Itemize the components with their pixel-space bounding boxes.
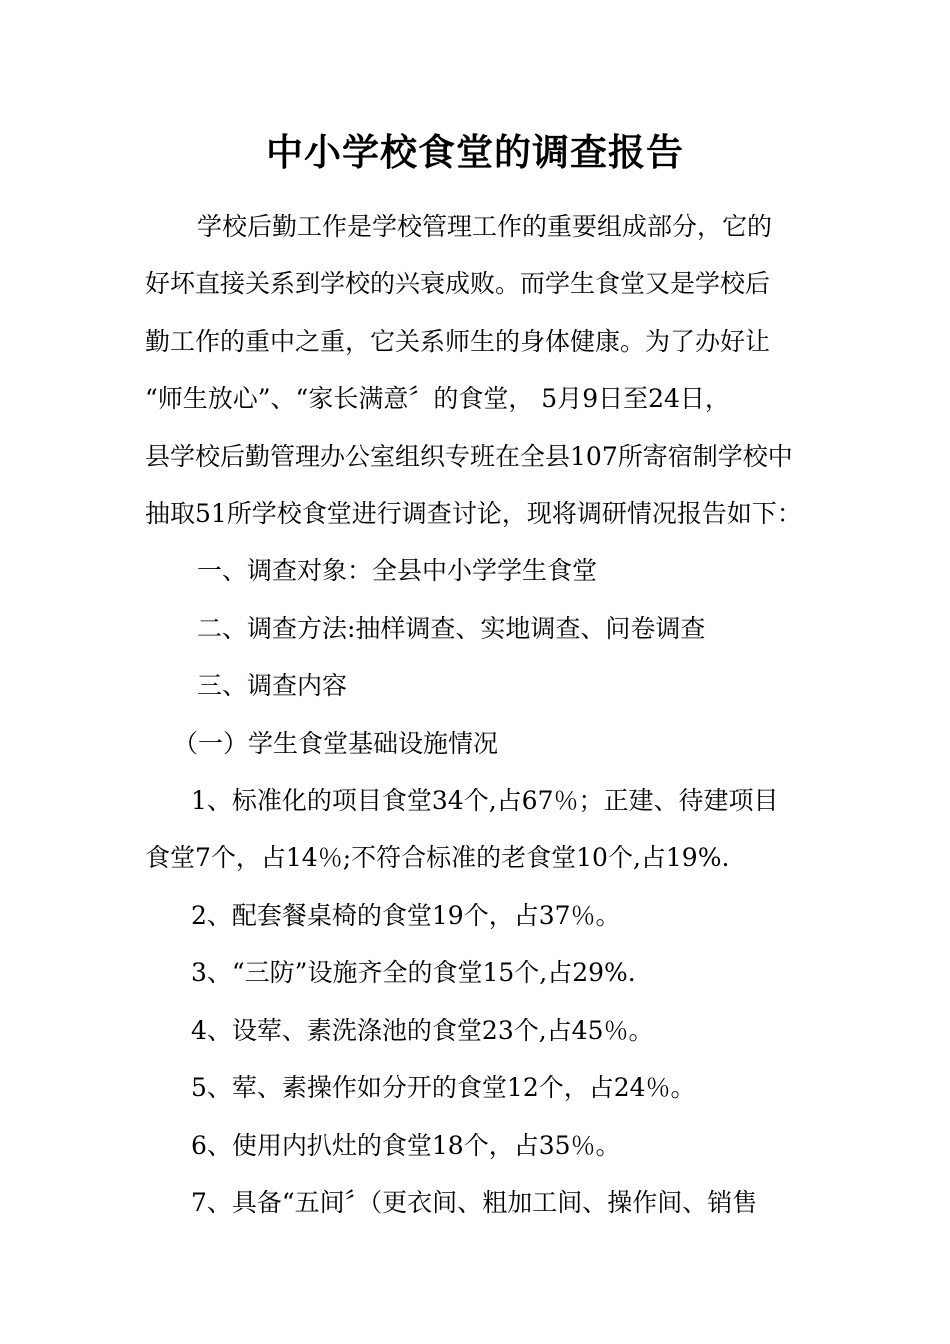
paragraph-line: 好坏直接关系到学校的兴衰成败。而学生食堂又是学校后 [145,269,771,299]
paragraph-line: 食堂7个，占14％;不符合标准的老食堂10个,占19%. [145,843,730,873]
list-item: 2、配套餐桌椅的食堂19个，占37％。 [191,900,621,930]
section-heading: 一、调查对象：全县中小学学生食堂 [197,556,598,586]
list-item: 6、使用内扒灶的食堂18个，占35％。 [191,1130,621,1160]
paragraph-line: 勤工作的重中之重，它关系师生的身体健康。为了办好让 [145,326,771,356]
list-item: 5、荤、素操作如分开的食堂12个，占24％。 [191,1073,696,1103]
paragraph-line: 抽取51所学校食堂进行调查讨论，现将调研情况报告如下： [145,499,802,529]
document-title: 中小学校食堂的调查报告 [266,130,684,174]
list-item: 4、设荤、素洗涤池的食堂23个,占45％。 [191,1015,654,1045]
paragraph-line: 学校后勤工作是学校管理工作的重要组成部分，它的 [197,212,773,241]
paragraph-line: “师生放心”、“家长满意〞的食堂， 5月9日至24日， [145,384,730,414]
document-body [145,198,807,1231]
paragraph-line: 县学校后勤管理办公室组织专班在全县107所寄宿制学校中 [145,441,793,471]
subsection-heading: （一）学生食堂基础设施情况 [173,728,499,758]
section-heading: 二、调查方法:抽样调查、实地调查、问卷调查 [197,613,706,643]
list-item: 1、标准化的项目食堂34个,占67％；正建、待建项目 [191,786,779,816]
section-heading: 三、调查内容 [197,671,348,701]
list-item: 7、具备“五间〞（更衣间、粗加工间、操作间、销售 [191,1187,758,1217]
list-item: 3、“三防”设施齐全的食堂15个,占29%. [191,958,636,988]
